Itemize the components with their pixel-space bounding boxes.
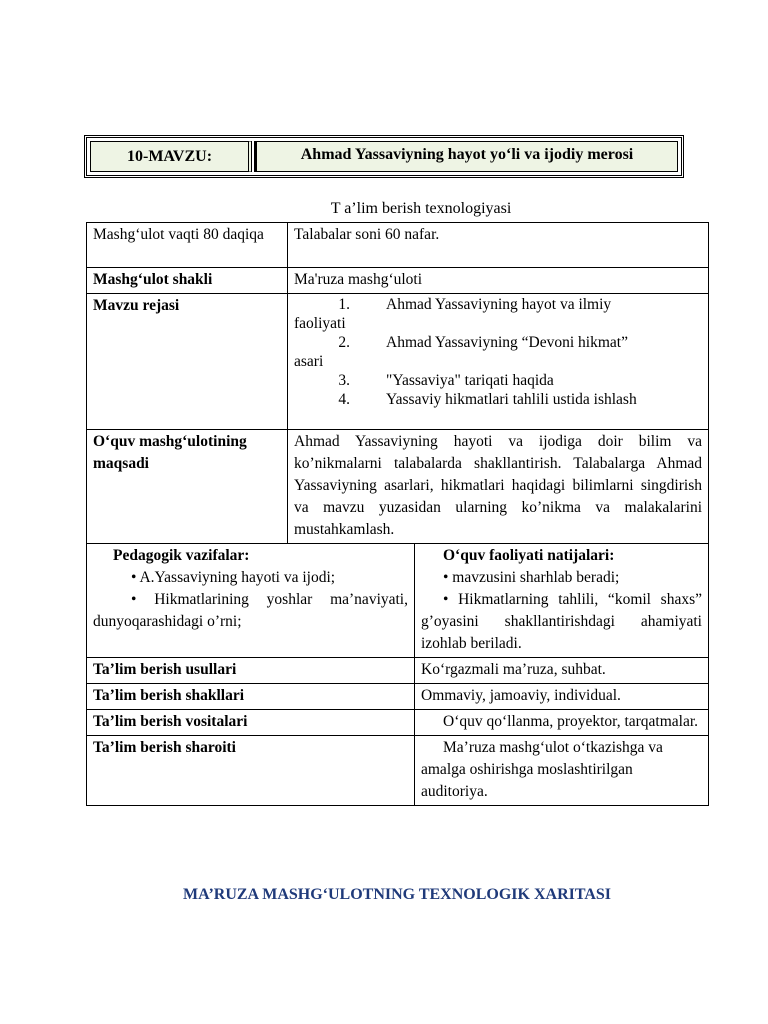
table-row [87,430,709,544]
table-row [87,684,709,710]
methods-value: Ko‘rgazmali ma’ruza, suhbat. [415,658,709,684]
res-label: O‘quv faoliyati natijalari: [443,547,615,564]
section-subtitle: T a’lim berish texnologiyasi [330,200,512,217]
topic-header [84,135,684,178]
list-item: • A.Yassaviyning hayoti va ijodi; [131,569,336,586]
technology-table [86,222,709,806]
plan-list: 1. Ahmad Yassaviyning hayot va ilmiy faoliyati 2. Ahmad Yassaviyning “Devoni hikmat” asari 3. "Yassaviya" tariqati haqida 4. Yassaviy hikmatlari tahlili ustida ishlash [288,294,709,430]
tools-value: O‘quv qo‘llanma, proyektor, tarqatmalar. [415,710,709,736]
goal-text: Ahmad Yassaviyning hayoti va ijodiga doir bilim va ko’nikmalarni talabalarda shakllantirish. Talabalarga Ahmad Yassaviyning asarlari, hikmatlari haqidagi bilimlarni singdirish va mavzu yuzasidan ularning ko’nikma va malakalarini mustahkamlash. [288,430,709,544]
pedagogical-tasks [87,544,415,658]
table-row [87,658,709,684]
table-row [87,294,709,430]
list-item: 4. Yassaviy hikmatlari tahlili ustida ishlash [338,391,637,408]
table-row [87,710,709,736]
table-row [87,544,709,658]
list-item: 1. Ahmad Yassaviyning hayot va ilmiy [338,296,612,313]
ped-label: Pedagogik vazifalar: [113,547,250,564]
forms-label: Ta’lim berish shakllari [87,684,415,710]
table-row [87,223,709,268]
methods-label: Ta’lim berish usullari [87,658,415,684]
list-item: 2. Ahmad Yassaviyning “Devoni hikmat” [338,334,628,351]
tools-label: Ta’lim berish vositalari [87,710,415,736]
form-value: Ma'ruza mashg‘uloti [288,268,709,294]
conditions-label: Ta’lim berish sharoiti [87,736,415,806]
students-value: Talabalar soni 60 nafar. [288,223,709,268]
plan-label: Mavzu rejasi [87,294,288,430]
topic-number: 10-MAVZU: [90,141,252,172]
forms-value: Ommaviy, jamoaviy, individual. [415,684,709,710]
learning-results [415,544,709,658]
table-row [87,268,709,294]
list-item: 3. "Yassaviya" tariqati haqida [338,372,554,389]
goal-label: O‘quv mashg‘ulotining maqsadi [87,430,288,544]
table-row [87,736,709,806]
footer-title: MA’RUZA MASHG‘ULOTNING TEXNOLOGIK XARITASI [182,886,612,903]
time-label: Mashg‘ulot vaqti 80 daqiqa [87,223,288,268]
list-item: • mavzusini sharhlab beradi; [443,569,620,586]
conditions-value: Ma’ruza mashg‘ulot o‘tkazishga va amalga oshirishga moslashtirilgan auditoriya. [415,736,709,806]
list-item: • Hikmatlarining yoshlar ma’naviyati, dunyoqarashidagi o’rni; [93,591,408,630]
topic-title: Ahmad Yassaviyning hayot yo‘li va ijodiy merosi [254,141,678,172]
list-item: • Hikmatlarning tahlili, “komil shaxs” g’oyasini shakllantirishdagi ahamiyati izohlab beriladi. [421,591,702,652]
form-label: Mashg‘ulot shakli [87,268,288,294]
